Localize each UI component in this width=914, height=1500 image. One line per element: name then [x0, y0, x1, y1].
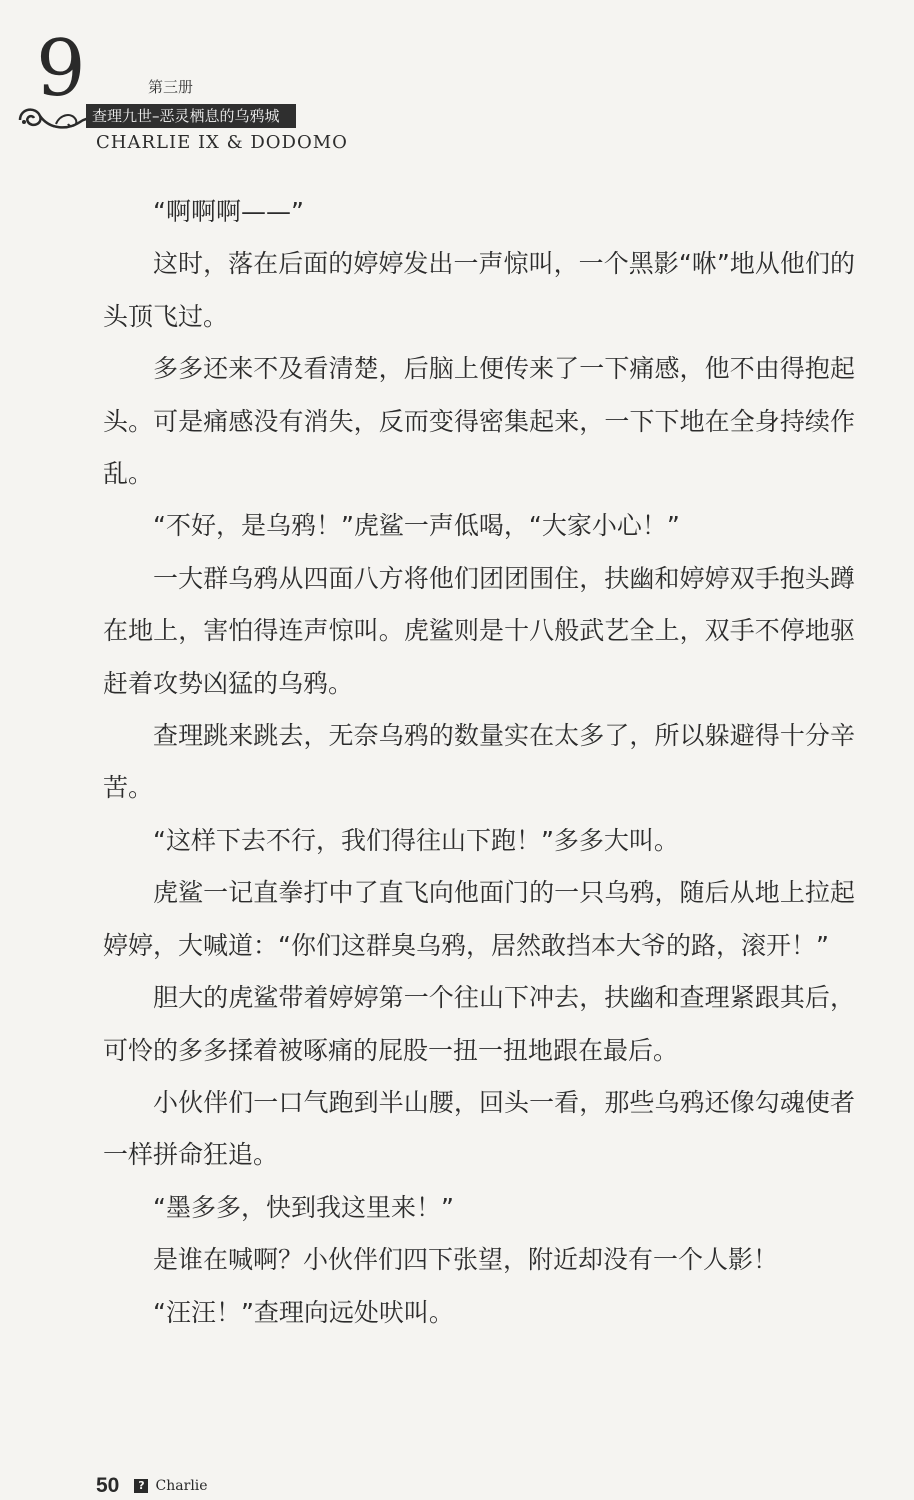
paragraph: “这样下去不行，我们得往山下跑！”多多大叫。	[153, 825, 679, 855]
book-title-cn: 查理九世–恶灵栖息的乌鸦城	[92, 107, 280, 125]
paragraph: “啊啊啊——”	[153, 197, 304, 226]
paragraph: “不好，是乌鸦！”虎鲨一声低喝，“大家小心！”	[153, 511, 680, 541]
paragraph: 多多还来不及看清楚，后脑上便传来了一下痛感，他不由得抱起头。可是痛感没有消失，反而变得密集起来，一下下地在全身持续作乱。	[103, 354, 855, 489]
paragraph: 这时，落在后面的婷婷发出一声惊叫，一个黑影“咻”地从他们的头顶飞过。	[103, 249, 855, 331]
footer-brand: Charlie	[155, 1478, 208, 1494]
paragraph: 查理跳来跳去，无奈乌鸦的数量实在太多了，所以躲避得十分辛苦。	[103, 721, 855, 803]
page-number: 50	[96, 1474, 120, 1497]
paragraph: 是谁在喊啊？小伙伴们四下张望，附近却没有一个人影！	[153, 1245, 779, 1275]
page-footer	[96, 1473, 208, 1499]
volume-number: 9	[36, 24, 86, 114]
question-logo-icon: ?	[134, 1479, 148, 1493]
paragraph: “汪汪！”查理向远处吠叫。	[153, 1297, 454, 1327]
paragraph: 虎鲨一记直拳打中了直飞向他面门的一只乌鸦，随后从地上拉起婷婷，大喊道：“你们这群臭乌鸦，居然敢挡本大爷的路，滚开！”	[103, 878, 855, 960]
running-header	[0, 0, 914, 170]
paragraph: “墨多多，快到我这里来！”	[153, 1192, 454, 1222]
page-body-text	[103, 186, 855, 1339]
book-title-en: CHARLIE IX & DODOMO	[96, 132, 348, 153]
book-title-bar	[86, 104, 296, 128]
paragraph: 胆大的虎鲨带着婷婷第一个往山下冲去，扶幽和查理紧跟其后，可怜的多多揉着被啄痛的屁股一扭一扭地跟在最后。	[103, 983, 855, 1065]
paragraph: 小伙伴们一口气跑到半山腰，回头一看，那些乌鸦还像勾魂使者一样拼命狂追。	[103, 1087, 855, 1170]
volume-label: 第三册	[148, 78, 194, 96]
paragraph: 一大群乌鸦从四面八方将他们团团围住，扶幽和婷婷双手抱头蹲在地上，害怕得连声惊叫。虎鲨则是十八般武艺全上，双手不停地驱赶着攻势凶猛的乌鸦。	[103, 563, 855, 698]
